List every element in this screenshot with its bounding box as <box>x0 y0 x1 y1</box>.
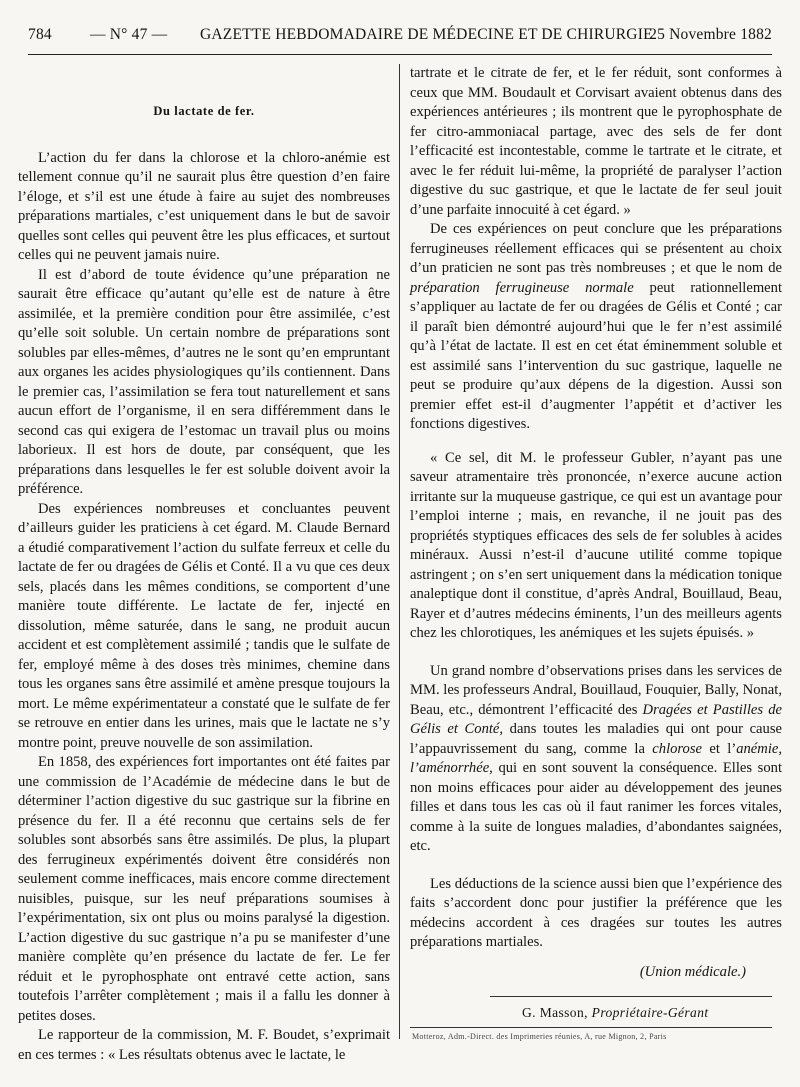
emphasis: préparation ferrugineuse normale <box>410 279 634 296</box>
publisher-signature <box>522 1005 709 1021</box>
text: dans toutes les maladies qui ont pour cause l’appauvrissement du sang, comme la <box>410 721 782 757</box>
paragraph: Il est d’abord de toute évidence qu’une préparation ne saurait être efficace qu’autant qu’elle est de nature à être assimilée, et la première condition pour être assimilée, c’est qu’elle soit soluble. Un certain nombre de préparations sont solubles par elles-mêmes, d’autres ne le sont qu’en empruntant aux organes les acides physiologiques qu’ils contiennent. Dans le premier cas, l’assimilation se fera tout naturellement et sans aucun effort de l’organisme, il en sera différemment dans le second cas qui exigera de l’estomac un travail plus ou moins laborieux. Il est hors de doute, par conséquent, que les préparations dans lesquelles le fer est soluble doivent avoir la préférence. <box>18 266 390 497</box>
text: et l’ <box>709 740 737 757</box>
text: Un grand nombre d’observations prises dans les services de MM. les professeurs Andral, Bouillaud, Fouquier, Bally, Nonat, Beau, etc., démontrent l’efficacité des <box>410 662 782 718</box>
emphasis: chlorose <box>652 740 703 757</box>
quote-paragraph: « Ce sel, dit M. le professeur Gubler, n’ayant pas une saveur atramentaire très prononcée, n’exerce aucune action irritante sur la muqueuse gastrique, ce qui est un avantage pour l’emploi interne ; mais, en revanche, il ne jouit pas des propriétés styptiques efficaces des sels de fer solubles à acides minéraux. Aussi n’est-il d’aucune utilité comme topique astringent ; on s’en sert uniquement dans la médication tonique analeptique dont il constitue, d’après Andral, Bouillaud, Beau, Rayer et d’autres médecins éminents, l’un des meilleurs agents chez les chlorotiques, les anémiques et les sujets épuisés. » <box>410 449 782 641</box>
paragraph: Le rapporteur de la commission, M. F. Boudet, s’exprimait en ces termes : « Les résultats obtenus avec le lactate, le <box>18 1027 390 1063</box>
running-header <box>28 26 772 48</box>
paragraph <box>410 220 782 435</box>
paragraph: En 1858, des expériences fort importantes ont été faites par une commission de l’Académie de médecine dans le but de déterminer l’action digestive du suc gastrique sur la fibrine en présence du fer. Il a été reconnu que certains sels de fer solubles sont absorbés sans être assimilés. De plus, la plupart des ferrugineux expérimentés doivent être considérés non seulement comme inefficaces, mais encore comme directement nuisibles, puisque, sur les neuf préparations soumises à l’expérimentation, six ont plus ou moins paralysé la digestion. L’action digestive du suc gastrique n’a pu se manifester d’une manière complète qu’en présence du lactate de fer. Le fer réduit et le pyrophosphate ont entravé cette action, sans toutefois l’arrêter complètement ; mais il a fallu les donner à petites doses. <box>18 754 390 1024</box>
issue-date: 25 Novembre 1882 <box>649 26 772 43</box>
right-column <box>410 64 782 982</box>
paragraph: Des expériences nombreuses et concluantes peuvent d’ailleurs guider les praticiens à cet égard. M. Claude Bernard a étudié comparativement l’action du sulfate ferreux et celle du lactate de fer ou dragées de Gélis et Conté. Il a vu que ces deux sels, placés dans les mêmes conditions, se comportent d’une manière toute différente. Le lactate de fer, injecté en dissolution, même saturée, dans le sang, ne produit aucun accident et est complètement assimilé ; tandis que le sulfate de fer, employé même à des doses très minimes, chemine dans tous les organes sans être assimilé et amène presque toujours la mort. Le même expérimentateur a constaté que le sulfate de fer se retrouve en entier dans les urines, mais que le lactate ne s’y montre point, preuve nouvelle de son assimilation. <box>18 500 390 751</box>
section-title: Du lactate de fer. <box>153 104 255 118</box>
paragraph: tartrate et le citrate de fer, et le fer réduit, sont conformes à ceux que MM. Boudault et Corvisart avaient obtenus dans des expériences antérieures ; ils montrent que le pyrophosphate de fer citro-ammoniacal partage, avec des sels de fer dont l’efficacité est incontestable, comme le tartrate et le citrate, et avec le fer réduit lui-même, la propriété de paralyser l’action digestive du suc gastrique, et que le lactate de fer seul jouit d’une parfaite innocuité à cet égard. » <box>410 65 782 218</box>
paragraph: Les déductions de la science aussi bien que l’expérience des faits s’accordent donc pour justifier la préférence que les médecins accordent à ces dragées sur toutes les autres préparations martiales. <box>410 875 782 950</box>
text: qui en sont souvent la conséquence. Elles sont non moins efficaces pour aider au développement des jeunes filles et dans tous les cas où il faut ranimer les forces vitales, comme à la suite de longues maladies, d’abondantes saignées, etc. <box>410 760 782 854</box>
issue-number: — N° 47 — <box>90 26 168 43</box>
left-column <box>18 64 390 1065</box>
paragraph: L’action du fer dans la chlorose et la chloro-anémie est tellement connue qu’il ne saurait plus être question d’en faire l’éloge, et s’il est une étude à faire au sujet des nombreuses préparations martiales, c’est uniquement dans le but de savoir quelles sont celles qui peuvent être les plus efficaces, et surtout celles qui ne peuvent jamais nuire. <box>18 149 390 263</box>
text: De ces expériences on peut conclure que les préparations ferrugineuses réellement efficaces qui se présentent au choix d’un praticien ne sont pas très nombreuses ; et que le nom de <box>410 221 782 276</box>
column-divider <box>399 64 400 1039</box>
header-rule <box>28 54 772 55</box>
printer-imprint: Motteroz, Adm.-Direct. des Imprimeries réunies, A, rue Mignon, 2, Paris <box>412 1032 667 1041</box>
text: peut rationnellement s’appliquer au lactate de fer ou dragées de Gélis et Conté ; car il paraît bien démontré aujourd’hui que le fer n’est assimilé qu’à l’état de lactate. Il est en cet état éminemment soluble et est assimilé sans l’intervention du suc gastrique, laquelle ne peut se produire qu’aux dépens de la digestion. Aussi son premier effet est-il d’augmenter l’appétit et d’activer les fonctions digestives. <box>410 279 783 432</box>
journal-title: GAZETTE HEBDOMADAIRE DE MÉDECINE ET DE CHIRURGIE <box>200 26 653 43</box>
signature-rule <box>490 996 772 997</box>
publisher-role: Propriétaire-Gérant <box>591 1005 709 1020</box>
source-citation: (Union médicale.) <box>639 963 746 980</box>
paragraph <box>410 662 782 857</box>
page-number: 784 <box>28 26 52 43</box>
imprint-rule <box>410 1027 772 1028</box>
publisher-name: G. Masson, <box>522 1005 588 1020</box>
emphasis: anémie, l’aménorrhée, <box>410 740 782 776</box>
emphasis: Dragées et Pastilles de Gélis et Conté, <box>410 701 782 737</box>
